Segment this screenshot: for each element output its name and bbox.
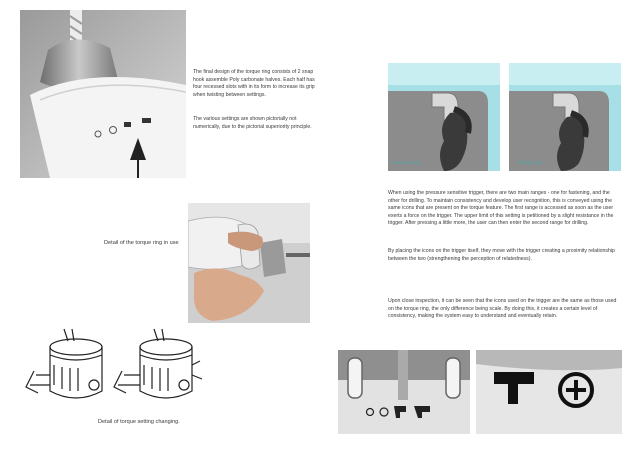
- drilling-range-caption: drilling range: [518, 160, 542, 165]
- trigger-icons-closeup-photo: [476, 350, 622, 434]
- torque-changing-caption: Detail of torque setting changing.: [98, 419, 180, 425]
- icon-placement-text: By placing the icons on the trigger itself, they move with the trigger creating a proximity relationship between the two (strengthening the perception of relatedness).: [388, 248, 615, 262]
- settings-pictorial-text: The various settings are shown pictorially not numerically, due to the pictorial superiority principle.: [193, 116, 312, 130]
- torque-in-use-caption: Detail of the torque ring in use: [104, 240, 179, 246]
- drilling-range-photo: [509, 63, 621, 171]
- consistency-text: Upon close inspection, it can be seen that the icons used on the trigger are the same as those used on the torque ring, the only difference being scale. By doing this, it creates a certain level of consistency, making the system easy to understand and eventually retain.: [388, 298, 617, 320]
- torque-ring-design-text: The final design of the torque ring consists of 2 snap hook assemble Poly carbonate halves. Each half has four recessed slots with in its form to increase its grip when twisting between settings.: [193, 69, 315, 98]
- screwing-range-caption: screwing range: [392, 160, 421, 165]
- torque-ring-closeup-photo: [20, 10, 186, 178]
- ring-icons-closeup-photo: [338, 350, 470, 434]
- torque-setting-sketch: [16, 325, 206, 415]
- torque-ring-in-use-photo: [188, 203, 310, 323]
- trigger-ranges-text: When using the pressure sensitive trigger, there are two main ranges - one for fastening, and the other for drilling. To maintain consistency and develop user recognition, this is conveyed using the same icons that are present on the torque feature. The first range is accessed as soon as the user exerts a force on the trigger. The upper limit of this setting is petitioned by a slight resistance in the trigger. After pressing a little more, the user can then enter the second range for drilling.: [388, 190, 614, 227]
- screwing-range-photo: [388, 63, 500, 171]
